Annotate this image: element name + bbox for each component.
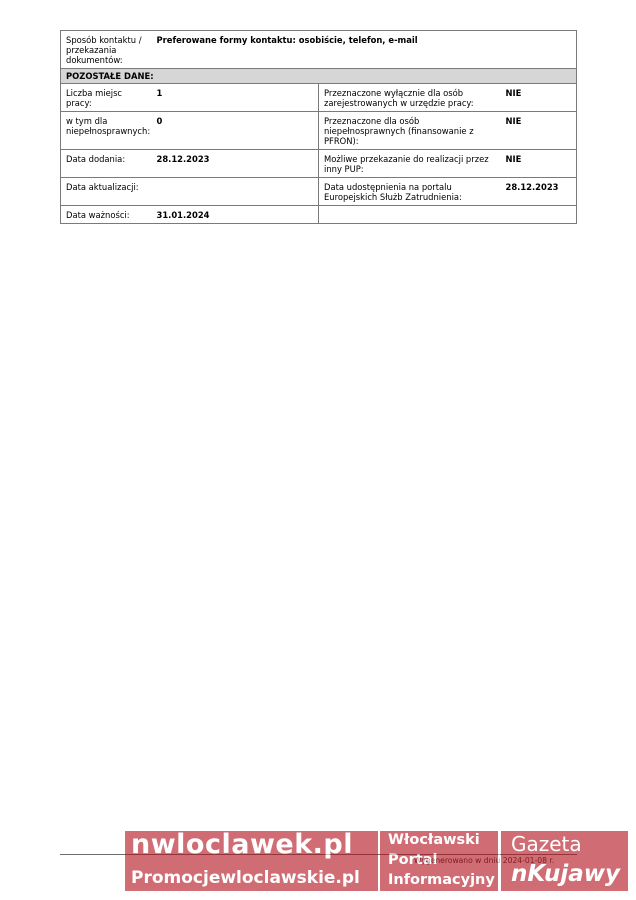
offer-details-table <box>60 30 577 224</box>
contact-value: Preferowane formy kontaktu: osobiście, telefon, e-mail <box>152 31 577 69</box>
row-right-value: NIE <box>501 112 577 150</box>
contact-row <box>61 31 577 69</box>
row-right-value: NIE <box>501 84 577 112</box>
watermark-portal-line3: Informacyjny <box>388 872 495 888</box>
section-header-row <box>61 69 577 84</box>
row-left-label: w tym dla niepełnosprawnych: <box>61 112 152 150</box>
row-right-label: Przeznaczone dla osób niepełnosprawnych (finansowanie z PFRON): <box>319 112 501 150</box>
row-left-label: Liczba miejsc pracy: <box>61 84 152 112</box>
row-right-value: NIE <box>501 150 577 178</box>
row-left-value: 1 <box>152 84 319 112</box>
watermark-gazeta-line1: Gazeta <box>511 832 582 856</box>
watermark-gazeta-line2: nKujawy <box>511 861 620 887</box>
row-right-label <box>319 206 501 224</box>
row-right-value: 28.12.2023 <box>501 178 577 206</box>
row-right-label: Data udostępnienia na portalu Europejskich Służb Zatrudnienia: <box>319 178 501 206</box>
row-left-value: 31.01.2024 <box>152 206 319 224</box>
row-left-label: Data aktualizacji: <box>61 178 152 206</box>
row-left-value: 28.12.2023 <box>152 150 319 178</box>
table-row <box>61 112 577 150</box>
table-row <box>61 206 577 224</box>
watermark-site-promo: Promocjewloclawskie.pl <box>131 868 360 888</box>
section-title: POZOSTAŁE DANE: <box>61 69 577 84</box>
table-row <box>61 150 577 178</box>
table-row <box>61 178 577 206</box>
row-left-label: Data ważności: <box>61 206 152 224</box>
row-right-label: Możliwe przekazanie do realizacji przez inny PUP: <box>319 150 501 178</box>
watermark-portal-line2: Portal <box>388 852 438 868</box>
row-right-label: Przeznaczone wyłącznie dla osób zarejestrowanych w urzędzie pracy: <box>319 84 501 112</box>
contact-label: Sposób kontaktu / przekazania dokumentów: <box>61 31 152 69</box>
watermark-portal-line1: Włocławski <box>388 832 480 848</box>
table-row <box>61 84 577 112</box>
watermark-divider <box>498 835 500 887</box>
row-left-label: Data dodania: <box>61 150 152 178</box>
watermark-site-main: nwloclawek.pl <box>131 829 353 860</box>
watermark-logo <box>125 831 628 891</box>
row-left-value: 0 <box>152 112 319 150</box>
row-left-value <box>152 178 319 206</box>
row-right-value <box>501 206 577 224</box>
